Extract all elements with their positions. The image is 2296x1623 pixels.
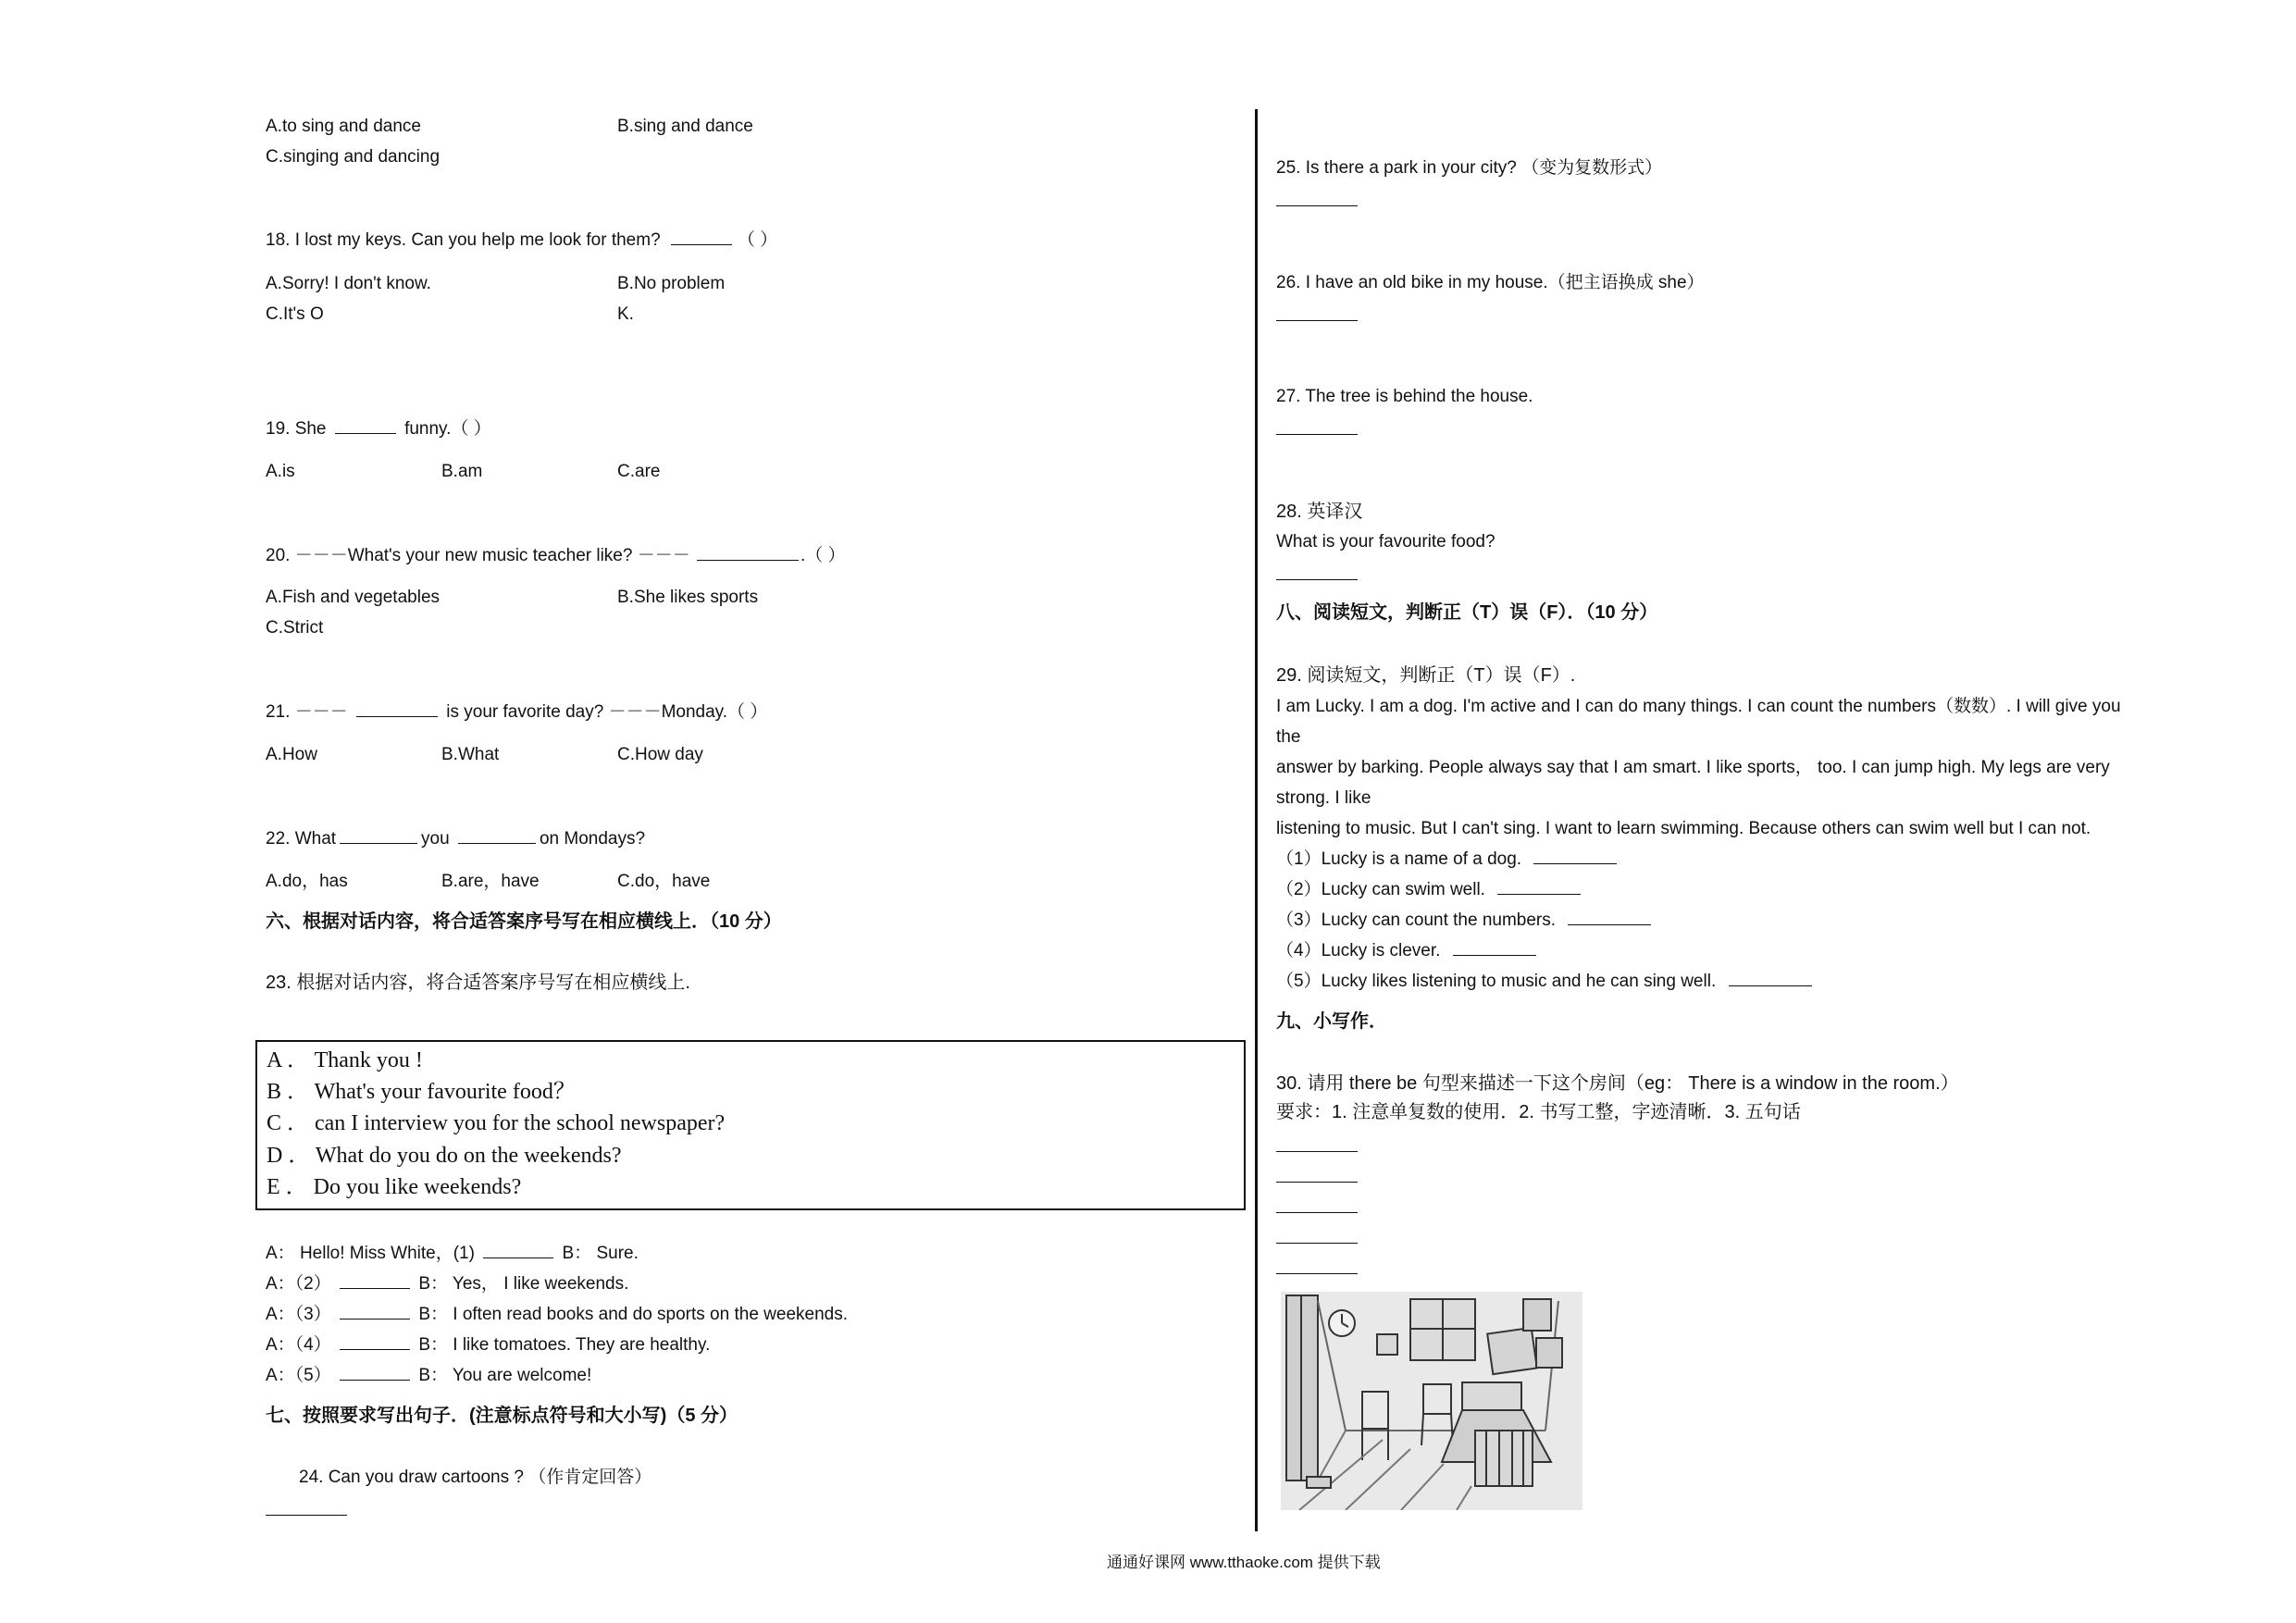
q28-answer-line[interactable] (1276, 579, 1358, 580)
dialogue-line-3 (266, 1306, 848, 1323)
statement-3-text: （3）Lucky can count the numbers. (1276, 911, 1557, 930)
passage-line-1: I am Lucky. I am a dog. I'm active and I can do many things. I can count the numbers（数数）. I will give you (1276, 697, 2121, 716)
answer-blank[interactable] (671, 243, 732, 245)
answer-blank[interactable] (483, 1257, 553, 1258)
q18-option-a: A.Sorry! I don't know. (266, 274, 431, 293)
q17-option-c: C.singing and dancing (266, 147, 441, 167)
answer-blank[interactable] (356, 715, 438, 717)
writing-line-1[interactable] (1276, 1151, 1358, 1152)
answer-blank[interactable] (1568, 923, 1651, 925)
section-6-heading: 六、根据对话内容，将合适答案序号写在相应横线上．（10 分） (266, 911, 782, 932)
q20-paren: .（ ） (800, 546, 846, 565)
q23-stem: 23. 根据对话内容，将合适答案序号写在相应横线上. (266, 973, 690, 993)
q26-answer-line[interactable] (1276, 320, 1358, 321)
statement-1 (1276, 850, 1617, 868)
writing-line-2[interactable] (1276, 1182, 1358, 1183)
column-divider (1255, 109, 1258, 1531)
dialogue-line-5-a: A：（5） (266, 1366, 331, 1385)
dialogue-line-4 (266, 1336, 710, 1354)
dialogue-line-4-a: A：（4） (266, 1335, 331, 1355)
dialogue-line-1 (266, 1245, 639, 1262)
dialogue-line-2 (266, 1275, 628, 1293)
q25-answer-line[interactable] (1276, 205, 1358, 206)
q26-stem: 26. I have an old bike in my house.（把主语换成 she） (1276, 273, 1705, 292)
passage-line-4: strong. I like (1276, 788, 1371, 808)
q27-answer-line[interactable] (1276, 434, 1358, 435)
passage-line-3: answer by barking. People always say that I am smart. I like sports， too. I can jump high. My legs are very (1276, 758, 2110, 777)
dialogue-line-5 (266, 1367, 591, 1384)
statement-4-text: （4）Lucky is clever. (1276, 941, 1441, 960)
q22-stem-a: 22. What (266, 829, 337, 849)
section-7-heading: 七、按照要求写出句子．(注意标点符号和大小写)（5 分） (266, 1406, 738, 1426)
q24-stem: 24. Can you draw cartoons ? （作肯定回答） (299, 1468, 652, 1487)
q23-option-c: C ． can I interview you for the school newspaper? (267, 1111, 726, 1135)
q22-option-b: B.are，have (441, 872, 540, 891)
dialogue-line-3-a: A：（3） (266, 1305, 331, 1324)
q18-stem (266, 231, 777, 249)
answer-blank[interactable] (340, 842, 417, 844)
answer-blank[interactable] (1533, 862, 1617, 864)
q18-option-b: B.No problem (617, 274, 726, 293)
q22-option-c: C.do，have (617, 872, 711, 891)
q18-paren: （ ） (737, 230, 778, 250)
q22-stem-c: on Mondays? (539, 829, 646, 849)
dialogue-line-5-b: B： You are welcome! (418, 1366, 592, 1385)
q17-option-b: B.sing and dance (617, 117, 753, 136)
q28-title: 28. 英译汉 (1276, 502, 1363, 522)
q22-stem-b: you (421, 829, 450, 849)
q21-option-a: A.How (266, 745, 317, 764)
q21-option-c: C.How day (617, 745, 703, 764)
q20-stem (266, 547, 846, 564)
answer-blank[interactable] (340, 1348, 410, 1350)
passage-line-2: the (1276, 727, 1301, 747)
q24-answer-line[interactable] (266, 1515, 347, 1516)
answer-blank[interactable] (1453, 954, 1536, 956)
footer-source: 通通好课网 www.tthaoke.com 提供下载 (1107, 1554, 1381, 1571)
q20-stem-text: 20. －－－What's your new music teacher like? －－－ (266, 546, 690, 565)
statement-5 (1276, 973, 1812, 990)
q23-option-d: D ． What do you do on the weekends? (267, 1144, 622, 1168)
dialogue-line-1-b: B： Sure. (562, 1244, 639, 1263)
statement-2-text: （2）Lucky can swim well. (1276, 880, 1485, 899)
answer-blank[interactable] (1497, 893, 1581, 895)
passage-line-5: listening to music. But I can't sing. I want to learn swimming. Because others can swim well but I can not. (1276, 819, 2091, 838)
writing-line-5[interactable] (1276, 1273, 1358, 1274)
answer-blank[interactable] (340, 1318, 410, 1319)
q23-option-b: B ． What's your favourite food？ (267, 1080, 576, 1104)
answer-blank[interactable] (458, 842, 536, 844)
q22-stem (266, 830, 645, 848)
answer-blank[interactable] (697, 559, 799, 561)
q21-option-b: B.What (441, 745, 500, 764)
q19-option-a: A.is (266, 462, 295, 481)
dialogue-line-1-a: A： Hello! Miss White，(1) (266, 1244, 475, 1263)
statement-5-text: （5）Lucky likes listening to music and he can sing well. (1276, 972, 1717, 991)
statement-4 (1276, 942, 1536, 960)
q18-stem-text: 18. I lost my keys. Can you help me look for them? (266, 230, 661, 250)
q29-stem: 29. 阅读短文，判断正（T）误（F）. (1276, 665, 1576, 686)
q23-option-e: E ． Do you like weekends? (267, 1175, 522, 1199)
q28-text: What is your favourite food? (1276, 532, 1496, 551)
dialogue-line-4-b: B： I like tomatoes. They are healthy. (418, 1335, 711, 1355)
q20-option-c: C.Strict (266, 618, 324, 638)
answer-blank[interactable] (1729, 985, 1812, 986)
section-8-heading: 八、阅读短文，判断正（T）误（F）．（10 分） (1276, 602, 1658, 623)
dialogue-line-2-a: A：（2） (266, 1274, 331, 1294)
q21-stem (266, 703, 767, 721)
dialogue-line-2-b: B： Yes， I like weekends. (418, 1274, 629, 1294)
q27-stem: 27. The tree is behind the house. (1276, 387, 1533, 406)
q18-option-c: C.It's O (266, 304, 324, 324)
dialogue-line-3-b: B： I often read books and do sports on the weekends. (418, 1305, 848, 1324)
q30-requirements: 要求：1. 注意单复数的使用．2. 书写工整，字迹清晰．3. 五句话 (1276, 1102, 1801, 1122)
q18-option-c-cont: K. (617, 304, 634, 324)
q22-option-a: A.do，has (266, 872, 348, 891)
q25-stem: 25. Is there a park in your city? （变为复数形式） (1276, 158, 1663, 178)
q21-stem-b: is your favorite day? －－－Monday.（ ） (446, 702, 768, 722)
q19-stem (266, 420, 491, 438)
section-9-heading: 九、小写作． (1276, 1011, 1387, 1032)
statement-2 (1276, 881, 1581, 898)
q19-stem-b: funny.（ ） (404, 419, 491, 439)
statement-3 (1276, 911, 1651, 929)
room-sketch-image (1281, 1292, 1582, 1510)
answer-blank[interactable] (340, 1287, 410, 1289)
writing-line-3[interactable] (1276, 1212, 1358, 1213)
q21-stem-a: 21. －－－ (266, 702, 348, 722)
q17-option-a: A.to sing and dance (266, 117, 421, 136)
q19-option-b: B.am (441, 462, 483, 481)
writing-line-4[interactable] (1276, 1243, 1358, 1244)
answer-blank[interactable] (335, 432, 396, 434)
q20-option-a: A.Fish and vegetables (266, 588, 441, 607)
statement-1-text: （1）Lucky is a name of a dog. (1276, 849, 1522, 869)
q19-stem-a: 19. She (266, 419, 327, 439)
q19-option-c: C.are (617, 462, 661, 481)
q20-option-b: B.She likes sports (617, 588, 759, 607)
q30-stem: 30. 请用 there be 句型来描述一下这个房间（eg： There is a window in the room.） (1276, 1073, 1959, 1094)
q23-option-a: A ． Thank you ! (267, 1048, 423, 1072)
answer-blank[interactable] (340, 1379, 410, 1381)
